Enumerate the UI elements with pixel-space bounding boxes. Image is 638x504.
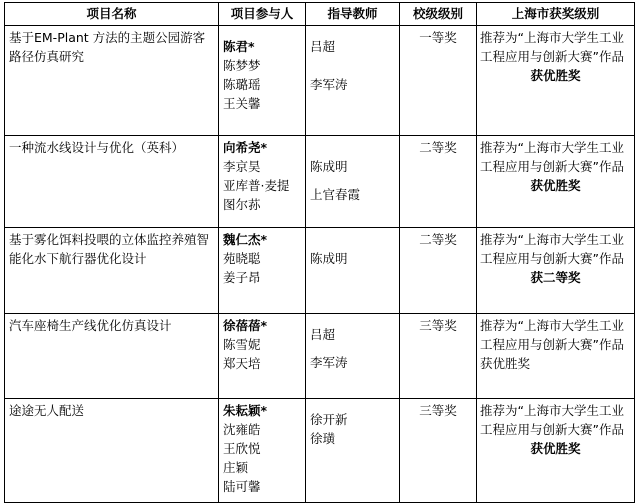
project-name: 基于EM-Plant 方法的主题公园游客路径仿真研究 (9, 30, 206, 64)
recommendation-text: 推荐为“上海市大学生工业工程应用与创新大赛”作品 (480, 30, 624, 64)
recommendation-text: 推荐为“上海市大学生工业工程应用与创新大赛”作品 (480, 403, 624, 437)
members-cell (219, 228, 306, 314)
city-level-cell (477, 314, 635, 399)
member: 亚库普·麦提图尔荪 (223, 178, 290, 212)
advisor: 上官春霞 (310, 187, 361, 202)
school-level: 三等奖 (419, 318, 457, 333)
school-level-cell (400, 314, 477, 399)
award-result: 获二等奖 (530, 270, 581, 285)
project-name: 一种流水线设计与优化（英科） (9, 140, 185, 155)
member: 王欣悦 (223, 441, 261, 456)
advisor-cell (306, 314, 400, 399)
header-project-name: 项目名称 (5, 3, 219, 26)
school-level-cell (400, 26, 477, 136)
lead-member: 魏仁杰* (223, 232, 268, 247)
member: 郑天培 (223, 356, 261, 371)
recommendation-text: 推荐为“上海市大学生工业工程应用与创新大赛”作品 (480, 232, 624, 266)
member: 沈雍皓 (223, 422, 261, 437)
member: 陈梦梦 (223, 58, 261, 73)
lead-member: 向希尧* (223, 140, 268, 155)
project-name-cell (5, 136, 219, 228)
awards-table (4, 2, 635, 503)
member: 苑晓聪 (223, 251, 261, 266)
table-row (5, 136, 635, 228)
member: 李京昊 (223, 159, 261, 174)
table-row (5, 314, 635, 399)
awards-table-container (4, 2, 635, 503)
school-level-cell (400, 136, 477, 228)
project-name: 汽车座椅生产线优化仿真设计 (9, 318, 172, 333)
school-level: 一等奖 (419, 30, 457, 45)
school-level-cell (400, 399, 477, 503)
table-row (5, 399, 635, 503)
advisor-cell (306, 26, 400, 136)
header-city-level: 上海市获奖级别 (477, 3, 635, 26)
project-name-cell (5, 314, 219, 399)
table-row (5, 228, 635, 314)
table-row (5, 26, 635, 136)
recommendation-text: 推荐为“上海市大学生工业工程应用与创新大赛”作品 (480, 140, 624, 174)
advisor: 李军涛 (310, 77, 348, 92)
city-level-cell (477, 136, 635, 228)
school-level: 二等奖 (419, 232, 457, 247)
member: 庄颖 (223, 460, 249, 475)
advisor: 陈成明 (310, 251, 348, 266)
school-level: 三等奖 (419, 403, 457, 418)
advisor-cell (306, 228, 400, 314)
school-level-cell (400, 228, 477, 314)
advisor: 徐璜 (310, 431, 336, 446)
header-members: 项目参与人 (219, 3, 306, 26)
header-school-level: 校级级别 (400, 3, 477, 26)
member: 姜子昂 (223, 270, 261, 285)
advisor: 陈成明 (310, 159, 348, 174)
school-level: 二等奖 (419, 140, 457, 155)
advisor: 吕超 (310, 39, 336, 54)
member: 陆可馨 (223, 479, 261, 494)
city-level-cell (477, 399, 635, 503)
members-cell (219, 26, 306, 136)
city-level-cell (477, 26, 635, 136)
project-name: 基于雾化饵料投喂的立体监控养殖智能化水下航行器优化设计 (9, 232, 210, 266)
lead-member: 朱耘颖* (223, 403, 268, 418)
header-advisor: 指导教师 (306, 3, 400, 26)
project-name-cell (5, 26, 219, 136)
lead-member: 陈君* (223, 39, 255, 54)
members-cell (219, 136, 306, 228)
award-result: 获优胜奖 (530, 441, 581, 456)
members-cell (219, 314, 306, 399)
recommendation-text: 推荐为“上海市大学生工业工程应用与创新大赛”作品 (480, 318, 624, 352)
advisor: 徐开新 (310, 412, 348, 427)
advisor: 李军涛 (310, 355, 348, 370)
members-cell (219, 399, 306, 503)
advisor-cell (306, 136, 400, 228)
member: 陈雪妮 (223, 337, 261, 352)
award-result: 获优胜奖 (480, 356, 531, 371)
award-result: 获优胜奖 (530, 68, 581, 83)
city-level-cell (477, 228, 635, 314)
member: 陈璐瑶 (223, 77, 261, 92)
award-result: 获优胜奖 (530, 178, 581, 193)
project-name: 途途无人配送 (9, 403, 85, 418)
project-name-cell (5, 228, 219, 314)
header-row (5, 3, 635, 26)
member: 王关馨 (223, 96, 261, 111)
advisor-cell (306, 399, 400, 503)
lead-member: 徐蓓蓓* (223, 318, 268, 333)
advisor: 吕超 (310, 327, 336, 342)
project-name-cell (5, 399, 219, 503)
